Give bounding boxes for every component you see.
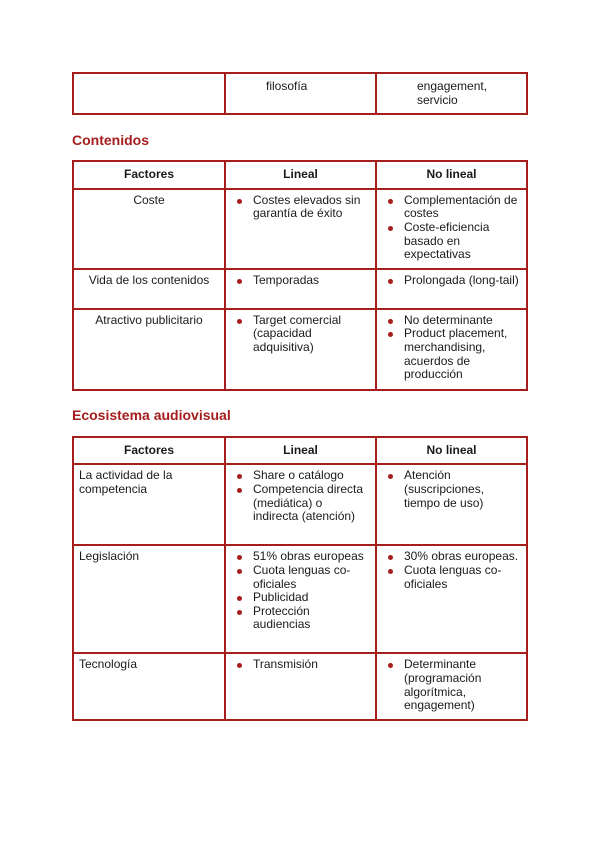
column-header: Lineal xyxy=(225,161,376,189)
list-item: Publicidad xyxy=(253,591,370,605)
table-row xyxy=(73,545,527,653)
lineal-cell xyxy=(225,309,376,390)
column-header: No lineal xyxy=(376,437,527,465)
table-cell: filosofía xyxy=(225,73,376,114)
table-row xyxy=(73,73,527,114)
table-header-row xyxy=(73,161,527,189)
table-cell xyxy=(73,73,225,114)
no-lineal-cell xyxy=(376,464,527,545)
list-item: Protección audiencias xyxy=(253,605,370,632)
list-item: Transmisión xyxy=(253,658,370,672)
lineal-cell xyxy=(225,189,376,269)
list-item: Determinante (programación algorítmica, engagement) xyxy=(404,658,521,712)
table-row xyxy=(73,464,527,545)
list-item: Prolongada (long-tail) xyxy=(404,274,521,288)
section-heading-contenidos: Contenidos xyxy=(72,132,149,149)
no-lineal-cell xyxy=(376,189,527,269)
contenidos-table xyxy=(72,160,528,391)
table-row xyxy=(73,269,527,309)
list-item: Complementación de costes xyxy=(404,194,521,221)
factor-cell: Vida de los contenidos xyxy=(73,269,225,309)
list-item: Cuota lenguas co-oficiales xyxy=(404,564,521,591)
lineal-cell xyxy=(225,464,376,545)
lineal-cell xyxy=(225,653,376,720)
factor-cell: Legislación xyxy=(73,545,225,653)
lineal-cell xyxy=(225,545,376,653)
continuation-table xyxy=(72,72,528,115)
no-lineal-cell xyxy=(376,653,527,720)
column-header: Lineal xyxy=(225,437,376,465)
no-lineal-cell xyxy=(376,309,527,390)
document-page xyxy=(72,72,526,721)
list-item: Share o catálogo xyxy=(253,469,370,483)
factor-cell: Coste xyxy=(73,189,225,269)
table-cell: engagement, servicio xyxy=(376,73,527,114)
no-lineal-cell xyxy=(376,269,527,309)
list-item: Cuota lenguas co-oficiales xyxy=(253,564,370,591)
column-header: Factores xyxy=(73,437,225,465)
section-heading-ecosistema: Ecosistema audiovisual xyxy=(72,406,231,423)
column-header: No lineal xyxy=(376,161,527,189)
list-item: Competencia directa (mediática) o indirecta (atención) xyxy=(253,483,370,524)
lineal-cell xyxy=(225,269,376,309)
list-item: No determinante xyxy=(404,314,521,328)
list-item: Atención (suscripciones, tiempo de uso) xyxy=(404,469,521,510)
list-item: Temporadas xyxy=(253,274,370,288)
factor-cell: Atractivo publicitario xyxy=(73,309,225,390)
list-item: Costes elevados sin garantía de éxito xyxy=(253,194,370,221)
no-lineal-cell xyxy=(376,545,527,653)
table-header-row xyxy=(73,437,527,465)
list-item: Target comercial (capacidad adquisitiva) xyxy=(253,314,370,355)
list-item: 51% obras europeas xyxy=(253,550,370,564)
table-row xyxy=(73,189,527,269)
table-row xyxy=(73,309,527,390)
table-row xyxy=(73,653,527,720)
factor-cell: La actividad de la competencia xyxy=(73,464,225,545)
ecosistema-table xyxy=(72,436,528,722)
list-item: Coste-eficiencia basado en expectativas xyxy=(404,221,521,262)
factor-cell: Tecnología xyxy=(73,653,225,720)
column-header: Factores xyxy=(73,161,225,189)
list-item: 30% obras europeas. xyxy=(404,550,521,564)
list-item: Product placement, merchandising, acuerdos de producción xyxy=(404,327,521,381)
